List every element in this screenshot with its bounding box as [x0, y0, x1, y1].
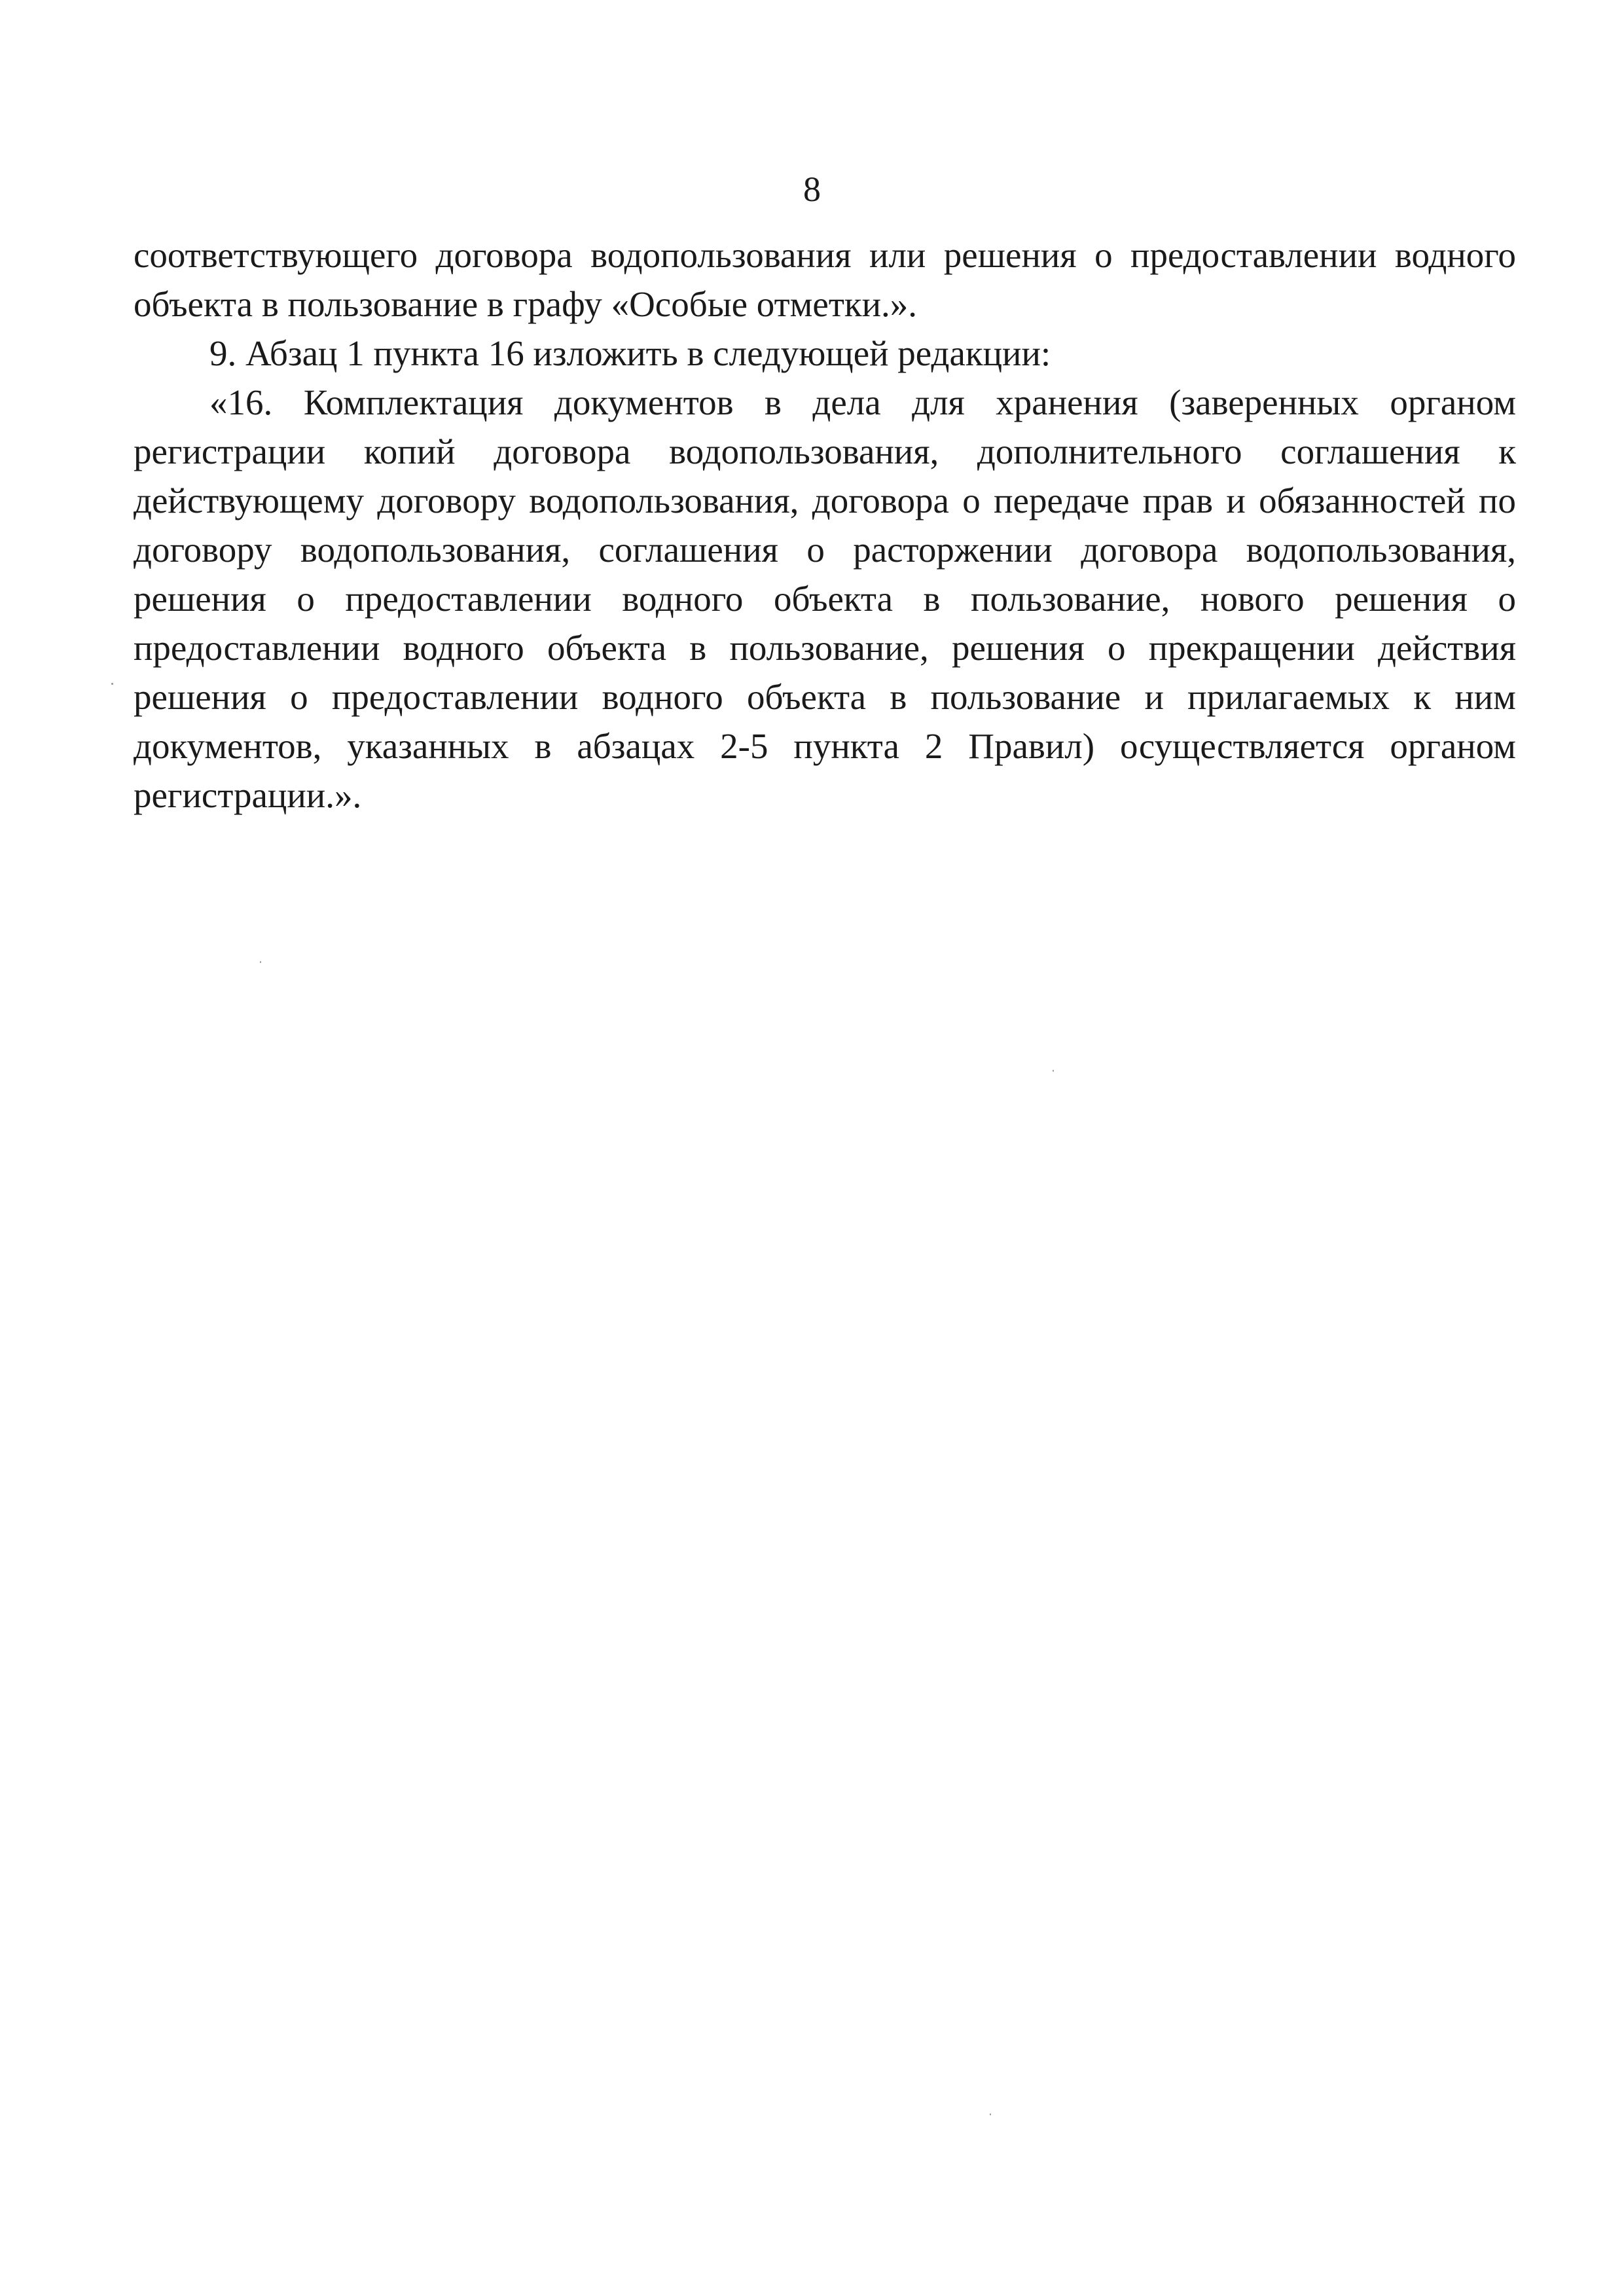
paragraph-new-text-item-16: «16. Комплектация документов в дела для хранения (заверенных органом регистрации копий договора водопользования, дополнительного соглашения к действующему договору водопользования, договора о передаче прав и обязанностей по договору водопользования, соглашения о расторжении договора водопользования, решения о предоставлении водного объекта в пользование, нового решения о предоставлении водного объекта в пользование, решения о прекращении действия решения о предоставлении водного объекта в пользование и прилагаемых к ним документов, указанных в абзацах 2-5 пункта 2 Правил) осуществляется органом регистрации.». — [134, 382, 1516, 815]
scan-speck — [260, 961, 261, 963]
page-number: 8 — [803, 170, 821, 209]
document-body — [134, 230, 1516, 820]
scan-speck — [1053, 1070, 1054, 1072]
scan-speck — [990, 2113, 991, 2115]
scan-speck — [111, 683, 113, 685]
paragraph-continuation: соответствующего договора водопользования или решения о предоставлении водного объекта в пользование в графу «Особые отметки.». — [134, 235, 1516, 324]
paragraph-amendment-item-9: 9. Абзац 1 пункта 16 изложить в следующей редакции: — [209, 333, 1051, 373]
